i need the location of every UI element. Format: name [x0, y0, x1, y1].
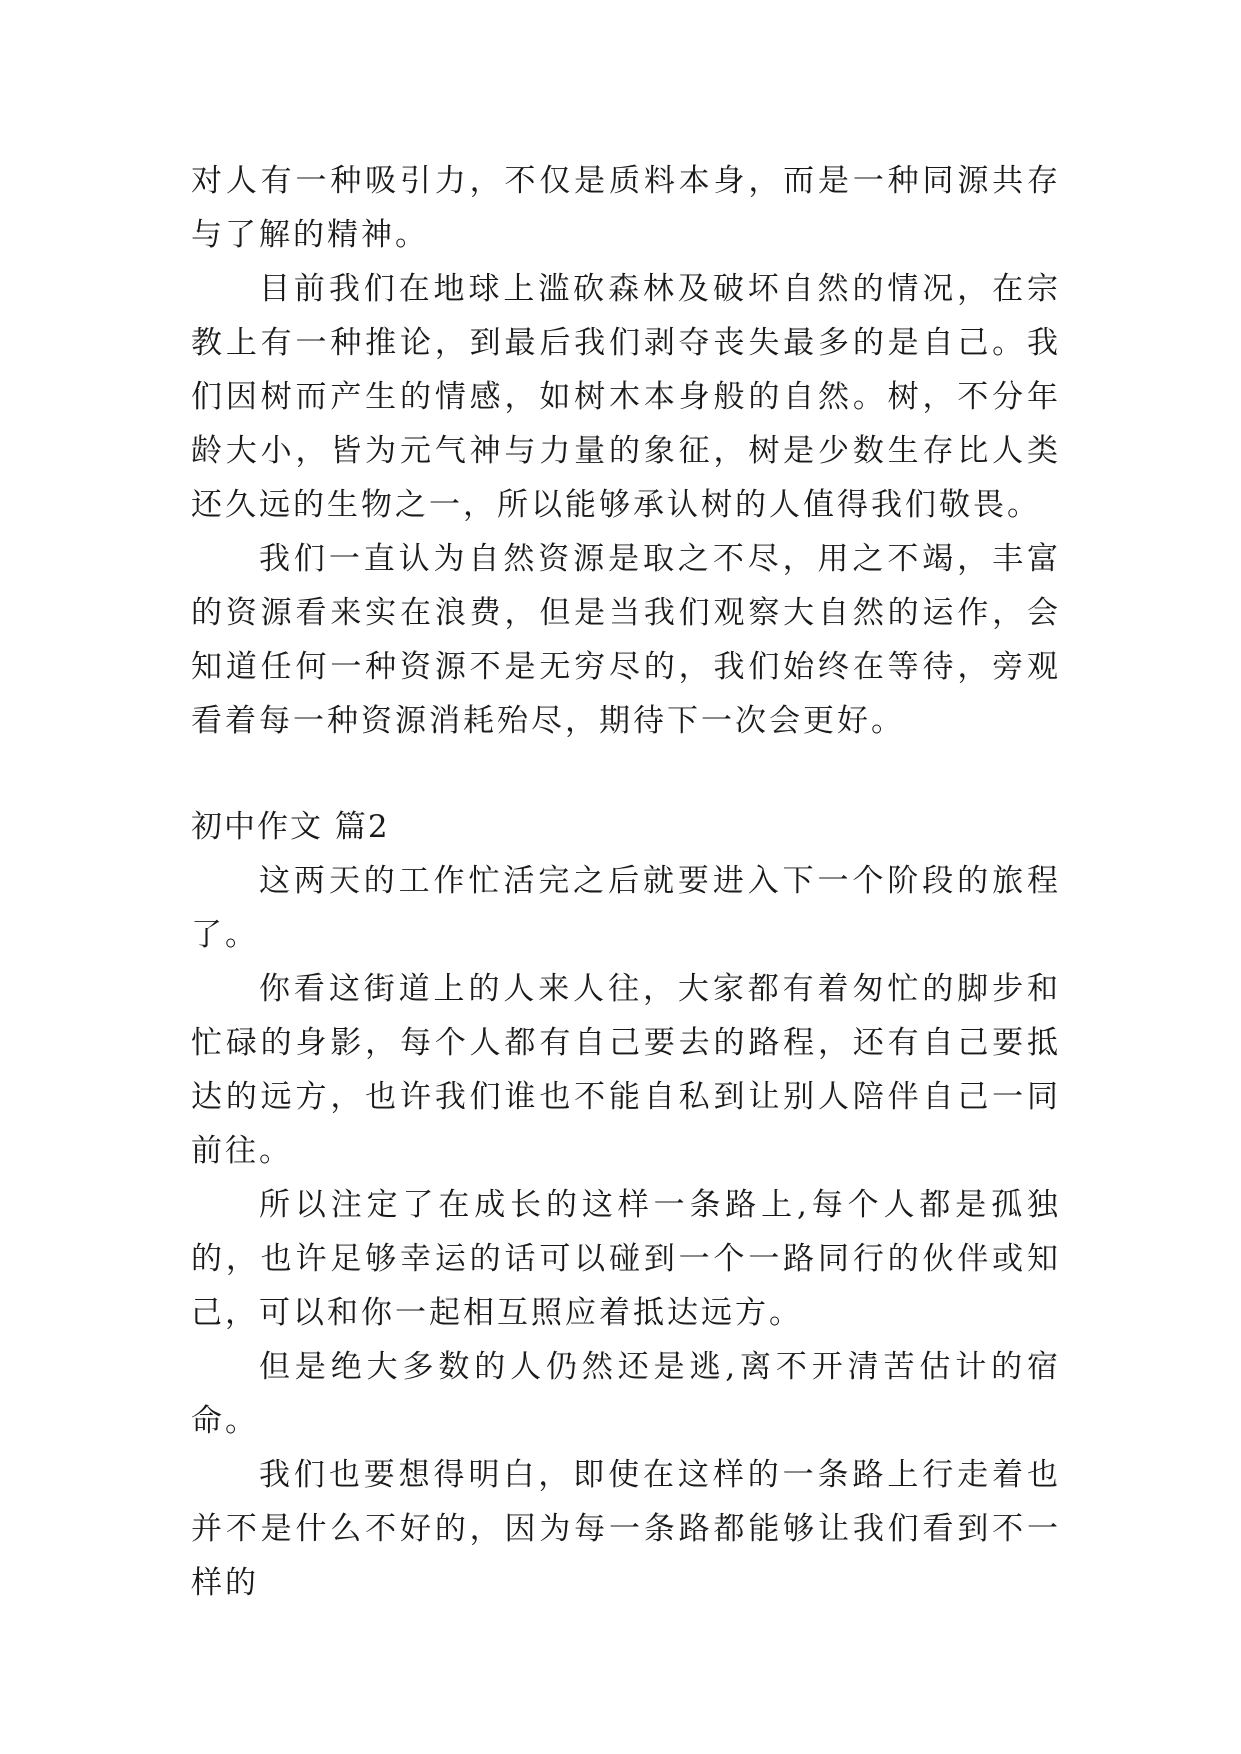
paragraph-4: 这两天的工作忙活完之后就要进入下一个阶段的旅程了。 [191, 863, 1061, 953]
document-body [191, 154, 1061, 1610]
paragraph-5: 你看这街道上的人来人往，大家都有着匆忙的脚步和忙碌的身影，每个人都有自己要去的路程，还有自己要抵达的远方，也许我们谁也不能自私到让别人陪伴自己一同前往。 [191, 971, 1061, 1169]
paragraph-6: 所以注定了在成长的这样一条路上,每个人都是孤独的，也许足够幸运的话可以碰到一个一路同行的伙伴或知己，可以和你一起相互照应着抵达远方。 [191, 1187, 1061, 1331]
section-heading: 初中作文 篇2 [191, 809, 390, 845]
paragraph-7: 但是绝大多数的人仍然还是逃,离不开清苦估计的宿命。 [191, 1349, 1061, 1439]
paragraph-8: 我们也要想得明白，即使在这样的一条路上行走着也并不是什么不好的，因为每一条路都能够让我们看到不一样的 [191, 1457, 1061, 1601]
paragraph-1: 对人有一种吸引力，不仅是质料本身，而是一种同源共存与了解的精神。 [191, 163, 1061, 253]
paragraph-3: 我们一直认为自然资源是取之不尽，用之不竭，丰富的资源看来实在浪费，但是当我们观察大自然的运作，会知道任何一种资源不是无穷尽的，我们始终在等待，旁观看着每一种资源消耗殆尽，期待下一次会更好。 [191, 541, 1061, 739]
paragraph-2: 目前我们在地球上滥砍森林及破坏自然的情况，在宗教上有一种推论，到最后我们剥夺丧失最多的是自己。我们因树而产生的情感，如树木本身般的自然。树，不分年龄大小，皆为元气神与力量的象征，树是少数生存比人类还久远的生物之一，所以能够承认树的人值得我们敬畏。 [191, 271, 1061, 523]
